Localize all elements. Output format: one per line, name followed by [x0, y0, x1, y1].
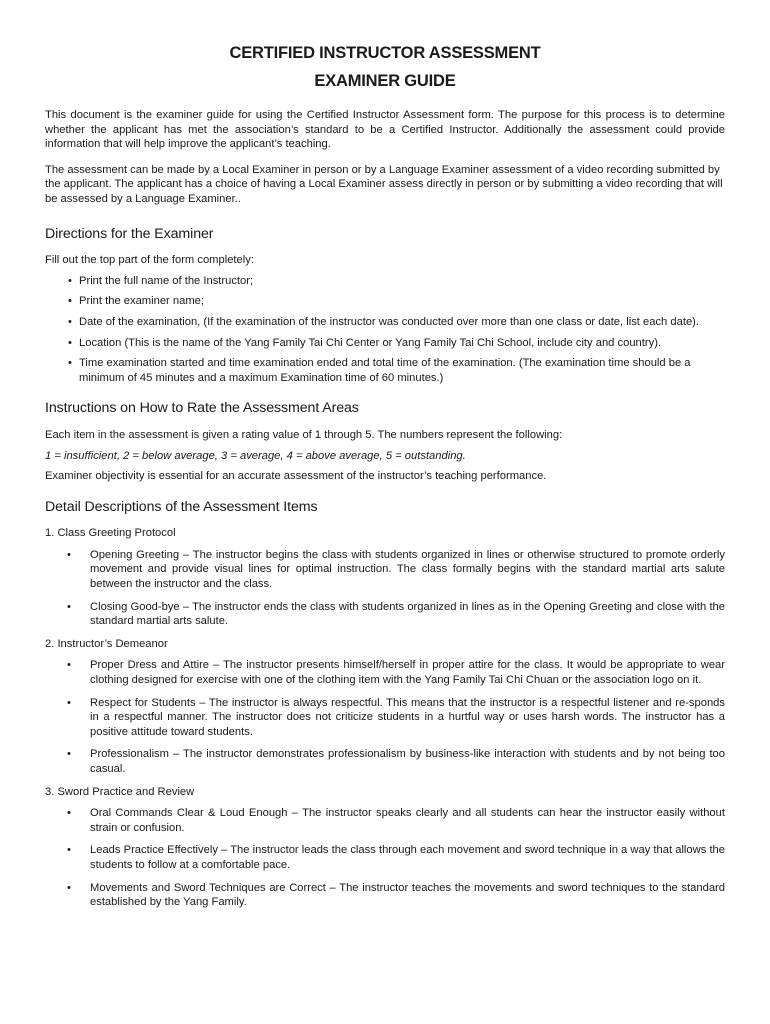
list-item [45, 747, 725, 776]
list-item-text: Movements and Sword Techniques are Correct – The instructor teaches the movements and sword techniques to the standard established by the Yang Family. [90, 881, 725, 909]
details-heading: Detail Descriptions of the Assessment Items [45, 498, 318, 515]
list-item-text: Print the full name of the Instructor; [79, 274, 254, 287]
section-label: 2. Instructor’s Demeanor [45, 637, 168, 650]
list-item [45, 658, 725, 687]
directions-list [45, 274, 725, 386]
bullet-icon: • [68, 295, 72, 308]
list-item [45, 274, 725, 289]
document-title: CERTIFIED INSTRUCTOR ASSESSMENT [229, 44, 541, 62]
bullet-icon: • [67, 600, 71, 613]
bullet-icon: • [67, 748, 71, 761]
bullet-icon: • [67, 696, 71, 709]
list-item [45, 336, 725, 351]
list-item-text: Respect for Students – The instructor is always respectful. This means that the instructor is a respectful listener and re-sponds in a respectful manner. The instructor does not criticize students in a hurtful way or uses harsh words. The instructor has a positive attitude toward students. [90, 696, 725, 738]
instructions-heading: Instructions on How to Rate the Assessment Areas [45, 400, 359, 417]
list-item [45, 294, 725, 309]
bullet-icon: • [67, 844, 71, 857]
document-body [45, 108, 725, 918]
directions-heading: Directions for the Examiner [45, 225, 214, 242]
bullet-icon: • [68, 357, 72, 370]
list-item-text: Location (This is the name of the Yang Family Tai Chi Center or Yang Family Tai Chi School, include city and country). [79, 336, 662, 349]
section-label: 1. Class Greeting Protocol [45, 527, 176, 540]
section-list [45, 806, 725, 910]
bullet-icon: • [67, 548, 71, 561]
section-list [45, 658, 725, 776]
list-item [45, 843, 725, 872]
list-item [45, 315, 725, 330]
bullet-icon: • [68, 315, 72, 328]
directions-lead: Fill out the top part of the form completely: [45, 254, 254, 267]
list-item-text: Date of the examination, (If the examination of the instructor was conducted over more than one class or date, list each date). [79, 315, 699, 328]
intro-paragraph-1: This document is the examiner guide for using the Certified Instructor Assessment form. The purpose for this process is to determine whether the applicant has met the association’s standard to be a Certified Instructor. Additionally the assessment could provide information that will help improve the applicant’s teaching. [45, 109, 725, 151]
bullet-icon: • [68, 336, 72, 349]
list-item-text: Print the examiner name; [79, 295, 204, 308]
list-item-text: Proper Dress and Attire – The instructor presents himself/herself in proper attire for the class. It would be appropriate to wear clothing designed for exercise with one of the clothing item with the Yang Family Tai Chi Chuan or the association logo on it. [90, 659, 725, 687]
list-item [45, 806, 725, 835]
list-item-text: Opening Greeting – The instructor begins the class with students organized in lines or otherwise structured to promote orderly movement and provide visual lines for optimal instruction. The class formally begins with the standard martial arts salute between the instructor and the class. [90, 548, 725, 591]
bullet-icon: • [67, 807, 71, 820]
instructions-text: Each item in the assessment is given a rating value of 1 through 5. The numbers represent the following: [45, 428, 563, 441]
list-item-text: Oral Commands Clear & Loud Enough – The instructor speaks clearly and all students can hear the instructor easily without strain or confusion. [90, 807, 725, 834]
rating-scale: 1 = insufficient, 2 = below average, 3 = average, 4 = above average, 5 = outstanding. [45, 449, 466, 462]
objectivity-note: Examiner objectivity is essential for an accurate assessment of the instructor’s teaching performance. [45, 470, 547, 483]
bullet-icon: • [68, 274, 72, 287]
list-item-text: Leads Practice Effectively – The instructor leads the class through each movement and sword technique in a way that allows the students to follow at a comfortable pace. [90, 844, 725, 871]
list-item [45, 548, 725, 592]
section-label: 3. Sword Practice and Review [45, 785, 195, 798]
list-item-text: Time examination started and time examination ended and total time of the examination. (The examination time should be a minimum of 45 minutes and a maximum Examination time of 60 minutes.) [79, 357, 691, 384]
list-item [45, 600, 725, 629]
list-item-text: Closing Good-bye – The instructor ends the class with students organized in lines as in the Opening Greeting and close with the standard martial arts salute. [90, 600, 725, 628]
section-list [45, 548, 725, 629]
list-item-text: Professionalism – The instructor demonstrates professionalism by business-like interaction with students and by not being too casual. [90, 748, 725, 775]
bullet-icon: • [67, 659, 71, 672]
bullet-icon: • [67, 881, 71, 894]
document-subtitle: EXAMINER GUIDE [314, 72, 456, 90]
intro-paragraph-2: The assessment can be made by a Local Examiner in person or by a Language Examiner assessment of a video recording submitted by the applicant. The applicant has a choice of having a Local Examiner assess directly in person or by submitting a video recording that will be assessed by a Language Examiner.. [45, 163, 723, 205]
list-item [45, 696, 725, 740]
list-item [45, 881, 725, 910]
list-item [45, 356, 725, 385]
